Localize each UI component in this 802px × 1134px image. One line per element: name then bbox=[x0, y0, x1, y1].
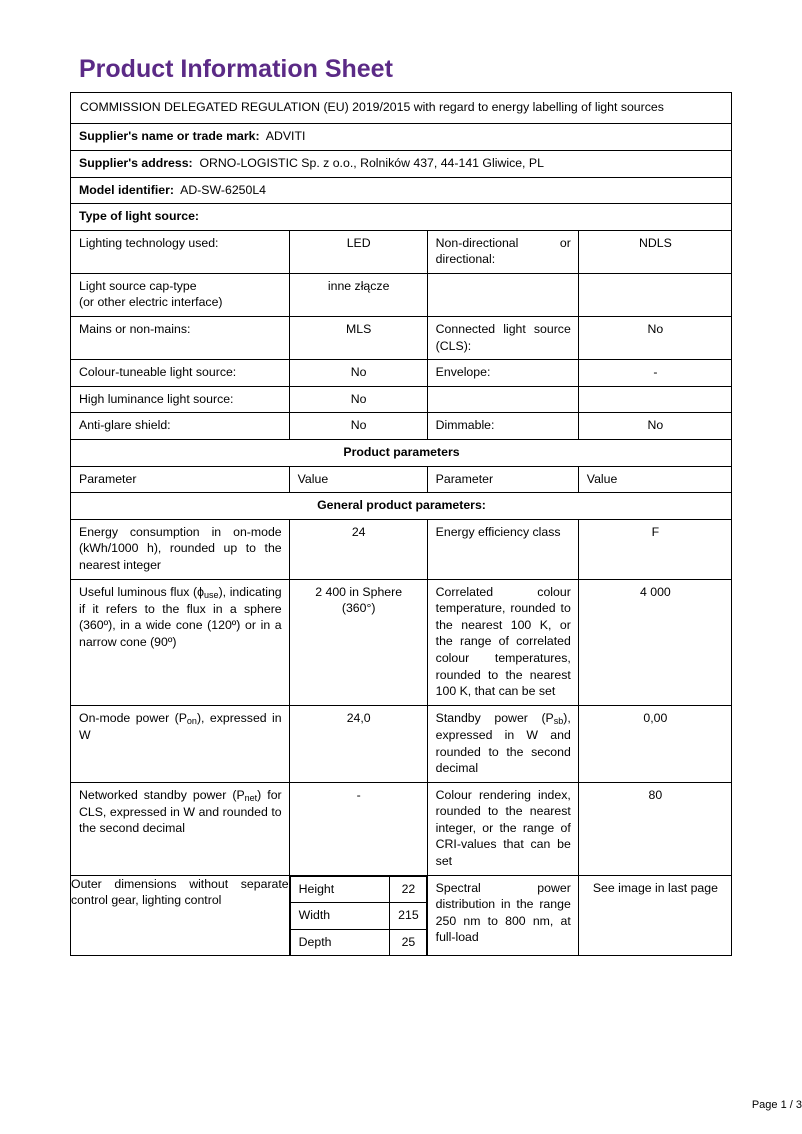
header-parameter-1: Parameter bbox=[71, 466, 290, 493]
dimension-value-height: 22 bbox=[390, 876, 427, 903]
dimmable-label: Dimmable: bbox=[427, 413, 578, 440]
page-title: Product Information Sheet bbox=[79, 55, 393, 83]
envelope-value: - bbox=[578, 360, 731, 387]
lighting-technology-value: LED bbox=[289, 230, 427, 273]
colour-tuneable-label: Colour-tuneable light source: bbox=[71, 360, 290, 387]
colour-tuneable-value: No bbox=[289, 360, 427, 387]
sheet-table bbox=[70, 123, 732, 956]
dimmable-value: No bbox=[578, 413, 731, 440]
table-row-cap-type bbox=[71, 273, 732, 316]
supplier-address-label: Supplier's address: bbox=[79, 155, 193, 170]
supplier-name-cell bbox=[71, 124, 732, 151]
table-row-supplier-name bbox=[71, 124, 732, 151]
cap-type-label-line1: Light source cap-type bbox=[79, 278, 197, 293]
product-parameters-title: Product parameters bbox=[71, 440, 732, 467]
table-row-general-parameters-heading bbox=[71, 493, 732, 520]
energy-consumption-label: Energy consumption in on-mode (kWh/1000 h), rounded up to the nearest integer bbox=[71, 519, 290, 579]
supplier-name-value: ADVITI bbox=[265, 129, 306, 144]
table-row-on-mode-power bbox=[71, 705, 732, 782]
model-identifier-value: AD-SW-6250L4 bbox=[180, 182, 267, 197]
anti-glare-label: Anti-glare shield: bbox=[71, 413, 290, 440]
dimension-row-height bbox=[290, 876, 426, 903]
cap-type-value: inne złącze bbox=[289, 273, 427, 316]
directionality-value: NDLS bbox=[578, 230, 731, 273]
model-identifier-cell bbox=[71, 177, 732, 204]
table-row-anti-glare bbox=[71, 413, 732, 440]
spectral-power-distribution-value: See image in last page bbox=[578, 875, 731, 956]
energy-efficiency-class-value: F bbox=[578, 519, 731, 579]
dimension-row-depth bbox=[290, 929, 426, 955]
general-parameters-title: General product parameters: bbox=[71, 493, 732, 520]
on-mode-power-value: 24,0 bbox=[289, 705, 427, 782]
table-row-energy-consumption bbox=[71, 519, 732, 579]
supplier-name-label: Supplier's name or trade mark: bbox=[79, 129, 260, 144]
colour-rendering-index-value: 80 bbox=[578, 782, 731, 875]
cap-type-empty-value bbox=[578, 273, 731, 316]
table-row-column-headers bbox=[71, 466, 732, 493]
table-row-useful-luminous-flux bbox=[71, 579, 732, 705]
networked-standby-power-value: - bbox=[289, 782, 427, 875]
useful-luminous-flux-value: 2 400 in Sphere (360°) bbox=[289, 579, 427, 705]
dimension-row-width bbox=[290, 903, 426, 930]
outer-dimensions-subtable-cell bbox=[289, 875, 427, 956]
high-luminance-empty-label bbox=[427, 386, 578, 413]
table-row-outer-dimensions bbox=[71, 875, 732, 956]
product-information-sheet bbox=[70, 46, 802, 1111]
header-value-1: Value bbox=[289, 466, 427, 493]
anti-glare-value: No bbox=[289, 413, 427, 440]
dimension-value-depth: 25 bbox=[390, 929, 427, 955]
table-row-light-source-heading bbox=[71, 204, 732, 231]
table-row-mains bbox=[71, 317, 732, 360]
model-identifier-label: Model identifier: bbox=[79, 182, 174, 197]
standby-power-value: 0,00 bbox=[578, 705, 731, 782]
dimensions-subtable bbox=[290, 876, 427, 956]
dimension-name-depth: Depth bbox=[290, 929, 390, 955]
cap-type-label-line2: (or other electric interface) bbox=[79, 295, 223, 310]
table-row-supplier-address bbox=[71, 150, 732, 177]
dimension-name-width: Width bbox=[290, 903, 390, 930]
high-luminance-value: No bbox=[289, 386, 427, 413]
regulation-intro: COMMISSION DELEGATED REGULATION (EU) 2019/2015 with regard to energy labelling of light sources bbox=[70, 92, 732, 124]
header-parameter-2: Parameter bbox=[427, 466, 578, 493]
energy-consumption-value: 24 bbox=[289, 519, 427, 579]
table-row-networked-standby-power bbox=[71, 782, 732, 875]
colour-rendering-index-label: Colour rendering index, rounded to the nearest integer, or the range of CRI-values that can be set bbox=[427, 782, 578, 875]
directionality-label: Non-directional or directional: bbox=[427, 230, 578, 273]
table-row-model-identifier bbox=[71, 177, 732, 204]
energy-efficiency-class-label: Energy efficiency class bbox=[427, 519, 578, 579]
supplier-address-value: ORNO-LOGISTIC Sp. z o.o., Rolników 437, 44-141 Gliwice, PL bbox=[199, 155, 544, 170]
table-row-colour-tuneable bbox=[71, 360, 732, 387]
light-source-section-title: Type of light source: bbox=[71, 204, 732, 231]
header-value-2: Value bbox=[578, 466, 731, 493]
connected-light-source-label: Connected light source (CLS): bbox=[427, 317, 578, 360]
supplier-address-cell bbox=[71, 150, 732, 177]
envelope-label: Envelope: bbox=[427, 360, 578, 387]
mains-label: Mains or non-mains: bbox=[71, 317, 290, 360]
lighting-technology-label: Lighting technology used: bbox=[71, 230, 290, 273]
correlated-colour-temperature-value: 4 000 bbox=[578, 579, 731, 705]
dimension-name-height: Height bbox=[290, 876, 390, 903]
spectral-power-distribution-label: Spectral power distribution in the range 250 nm to 800 nm, at full-load bbox=[427, 875, 578, 956]
mains-value: MLS bbox=[289, 317, 427, 360]
high-luminance-label: High luminance light source: bbox=[71, 386, 290, 413]
on-mode-power-label: On-mode power $(P_{on})$, expressed in W bbox=[71, 705, 290, 782]
outer-dimensions-label: Outer dimensions without separate control gear, lighting control bbox=[71, 875, 290, 956]
high-luminance-empty-value bbox=[578, 386, 731, 413]
networked-standby-power-label: Networked standby power $(P_{net})$ for CLS, expressed in W and rounded to the second decimal bbox=[71, 782, 290, 875]
table-row-lighting-technology bbox=[71, 230, 732, 273]
dimension-value-width: 215 bbox=[390, 903, 427, 930]
standby-power-label: Standby power $(P_{sb})$, expressed in W and rounded to the second decimal bbox=[427, 705, 578, 782]
cap-type-empty-label bbox=[427, 273, 578, 316]
table-row-high-luminance bbox=[71, 386, 732, 413]
correlated-colour-temperature-label: Correlated colour temperature, rounded to the nearest 100 K, or the range of correlated colour temperatures, rounded to the nearest 100 K, that can be set bbox=[427, 579, 578, 705]
page-footer: Page 1 / 3 bbox=[751, 1099, 802, 1111]
table-row-product-parameters-heading bbox=[71, 440, 732, 467]
connected-light-source-value: No bbox=[578, 317, 731, 360]
cap-type-label bbox=[71, 273, 290, 316]
useful-luminous-flux-label: Useful luminous flux $(\phi_{use})$, indicating if it refers to the flux in a sphere (360º), in a wide cone (120º) or in a narrow cone (90º) bbox=[71, 579, 290, 705]
